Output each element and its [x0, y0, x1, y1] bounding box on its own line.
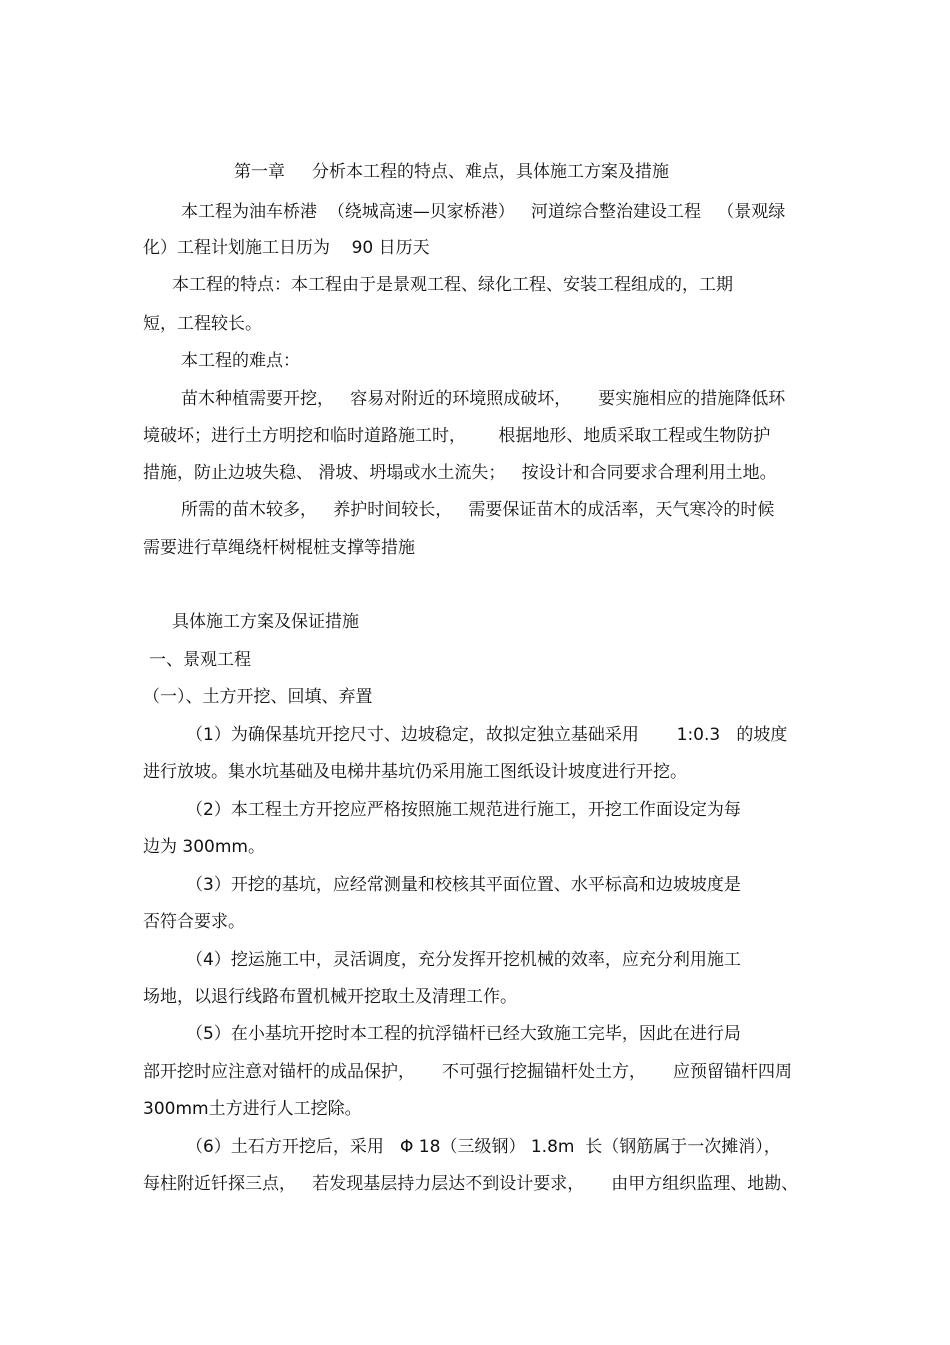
text-line: 本工程为油车桥港 （绕城高速—贝家桥港） 河道综合整治建设工程 （景观绿: [181, 202, 786, 222]
text-line: 场地，以退行线路布置机械开挖取土及清理工作。: [143, 987, 517, 1007]
text-line: 需要进行草绳绕杆树棍桩支撑等措施: [143, 538, 415, 558]
text-line: （1）为确保基坑开挖尺寸、边坡稳定，故拟定独立基础采用 1:0.3 的坡度: [186, 725, 788, 745]
text-line: （4）挖运施工中，灵活调度，充分发挥开挖机械的效率，应充分利用施工: [186, 950, 741, 970]
text-line: 300mm土方进行人工挖除。: [143, 1099, 362, 1119]
text-line: 措施，防止边坡失稳、 滑坡、坍塌或水土流失； 按设计和合同要求合理利用土地。: [143, 463, 777, 483]
section-heading: 一、景观工程: [149, 650, 251, 670]
text-line: （2）本工程土方开挖应严格按照施工规范进行施工，开挖工作面设定为每: [186, 800, 741, 820]
text-line: （6）土石方开挖后，采用 Φ 18（三级钢） 1.8m 长（钢筋属于一次摊消），: [186, 1137, 781, 1157]
text-line: 本工程的特点：本工程由于是景观工程、绿化工程、安装工程组成的，工期: [172, 275, 733, 295]
text-line: 化）工程计划施工日历为 90 日历天: [143, 238, 430, 258]
text-line: 所需的苗木较多， 养护时间较长， 需要保证苗木的成活率，天气寒冷的时候: [181, 500, 775, 520]
text-line: 否符合要求。: [143, 912, 245, 932]
text-line: 进行放坡。集水坑基础及电梯井基坑仍采用施工图纸设计坡度进行开挖。: [143, 762, 687, 782]
text-line: （3）开挖的基坑，应经常测量和校核其平面位置、水平标高和边坡坡度是: [186, 875, 741, 895]
text-line: 部开挖时应注意对锚杆的成品保护， 不可强行挖掘锚杆处土方， 应预留锚杆四周: [143, 1062, 793, 1082]
text-line: 本工程的难点：: [181, 351, 300, 371]
text-line: 边为 300mm。: [143, 837, 265, 857]
text-line: 每柱附近钎探三点， 若发现基层持力层达不到设计要求， 由甲方组织监理、地勘、: [143, 1174, 799, 1194]
subsection-heading: （一）、土方开挖、回填、弃置: [143, 687, 373, 707]
text-line: （5）在小基坑开挖时本工程的抗浮锚杆已经大致施工完毕，因此在进行局: [186, 1024, 741, 1044]
text-line: 短，工程较长。: [143, 314, 262, 334]
chapter-heading: 第一章 分析本工程的特点、难点，具体施工方案及措施: [234, 162, 670, 182]
section-heading: 具体施工方案及保证措施: [172, 612, 359, 632]
text-line: 境破坏；进行土方明挖和临时道路施工时， 根据地形、地质采取工程或生物防护: [143, 426, 771, 446]
text-line: 苗木种植需要开挖， 容易对附近的环境照成破坏， 要实施相应的措施降低环: [181, 389, 786, 409]
